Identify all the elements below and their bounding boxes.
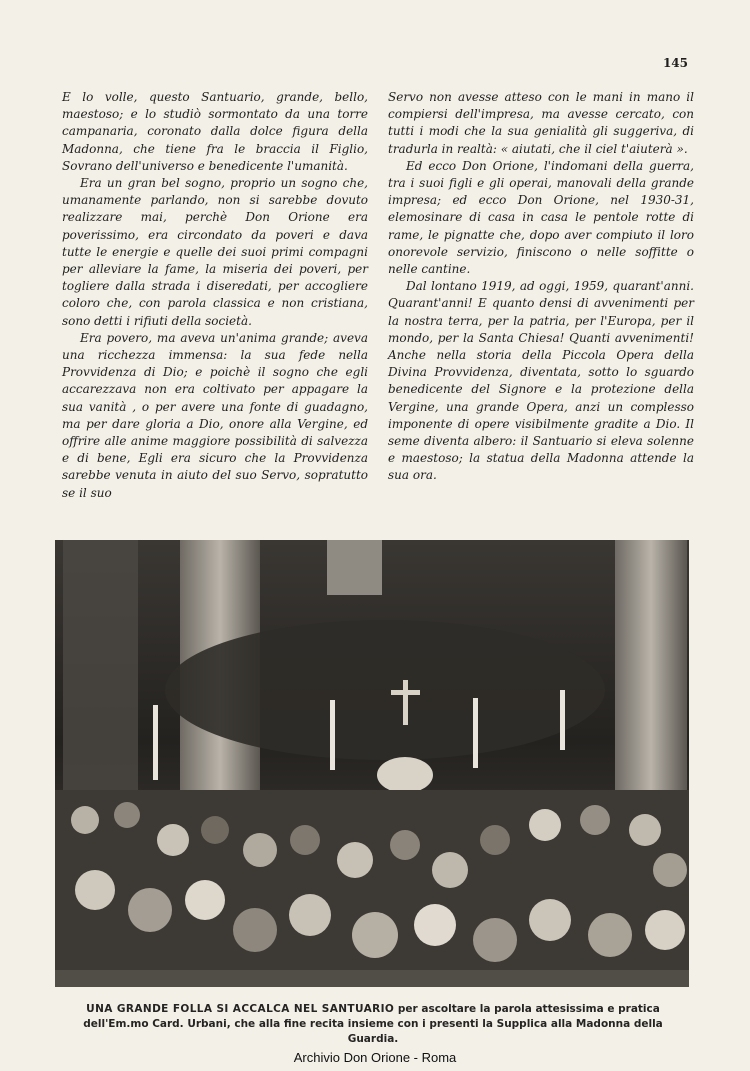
window bbox=[327, 540, 382, 595]
paragraph: Dal lontano 1919, ad oggi, 1959, quarant'anni. Quarant'anni! E quanto densi di avvenimenti per la nostra terra, per la patria, per l'Europa, per il mondo, per la Santa Chiesa! Quanti avvenimenti! Anche nella storia della Piccola Opera della Divina Provvidenza, diventata, sotto lo sguardo benedicente del Signore e la protezione della Vergine, una grande Opera, anzi un complesso imponente di opere visibilmente gradite a Dio. Il seme diventa albero: il Santuario si eleva solenne e maestoso; la statua della Madonna attende la sua ora. bbox=[388, 279, 694, 483]
paragraph: Ed ecco Don Orione, l'indomani della guerra, tra i suoi figli e gli operai, manovali della grande impresa; ed ecco Don Orione, nel 1930-31, elemosinare di casa in casa le pentole rotte di rame, le pignatte che, dopo aver compiuto il loro onorevole servizio, finiscono o nelle soffitte o nelle cantine. bbox=[388, 158, 694, 277]
paragraph: Servo non avesse atteso con le mani in mano il compiersi dell'impresa, ma avesse cercato, con tutti i modi che la sua genialità gli suggeriva, di tradurla in realtà: « aiutati, che il ciel t'aiuterà ». bbox=[388, 90, 694, 156]
caption-text: per ascoltare la parola attesissima e pratica dell'Em.mo Card. Urbani, che alla fine recita insieme con i presenti la Supplica alla Madonna della Guardia. bbox=[83, 1003, 663, 1045]
crowd-photo bbox=[55, 540, 689, 987]
paragraph: Era povero, ma aveva un'anima grande; aveva una ricchezza immensa: la sua fede nella Provvidenza di Dio; e poichè il sogno che egli accarezzava non era coltivato per appagare la sua vanità , o per avere una fonte di guadagno, ma per dare gloria a Dio, onore alla Vergine, ed offrire alle anime maggiore possibilità di salvezza e di bene, Egli era sicuro che la Provvidenza sarebbe venuta in aiuto del suo Servo, sopratutto se il suo bbox=[62, 330, 368, 500]
page-number: 145 bbox=[662, 56, 688, 70]
archive-footer: Archivio Don Orione - Roma bbox=[293, 1050, 457, 1065]
right-column-pillar bbox=[615, 540, 687, 800]
paragraph: E lo volle, questo Santuario, grande, bello, maestoso; e lo studiò sormontato da una torre campanaria, coronato dalla dolce figura della Madonna, che tiene fra le braccia il Figlio, Sovrano dell'universo e benedicente l'umanità. bbox=[62, 90, 368, 173]
right-column bbox=[388, 89, 694, 502]
caption-lead: UNA GRANDE FOLLA SI ACCALCA NEL SANTUARIO bbox=[86, 1003, 395, 1015]
photo-caption bbox=[58, 1002, 688, 1047]
article-body bbox=[62, 89, 694, 502]
paragraph: Era un gran bel sogno, proprio un sogno che, umanamente parlando, non si sarebbe dovuto realizzare mai, perchè Don Orione era poverissimo, era circondato da poveri e dava tutte le energie e quelle dei suoi primi compagni per alleviare la fame, la miseria dei poveri, per togliere dalla strada i diseredati, per accogliere coloro che, con parola classica e non cristiana, sono detti i rifiuti della società. bbox=[62, 176, 368, 328]
sanctuary-crowd-image bbox=[55, 540, 689, 987]
left-column bbox=[62, 89, 368, 502]
